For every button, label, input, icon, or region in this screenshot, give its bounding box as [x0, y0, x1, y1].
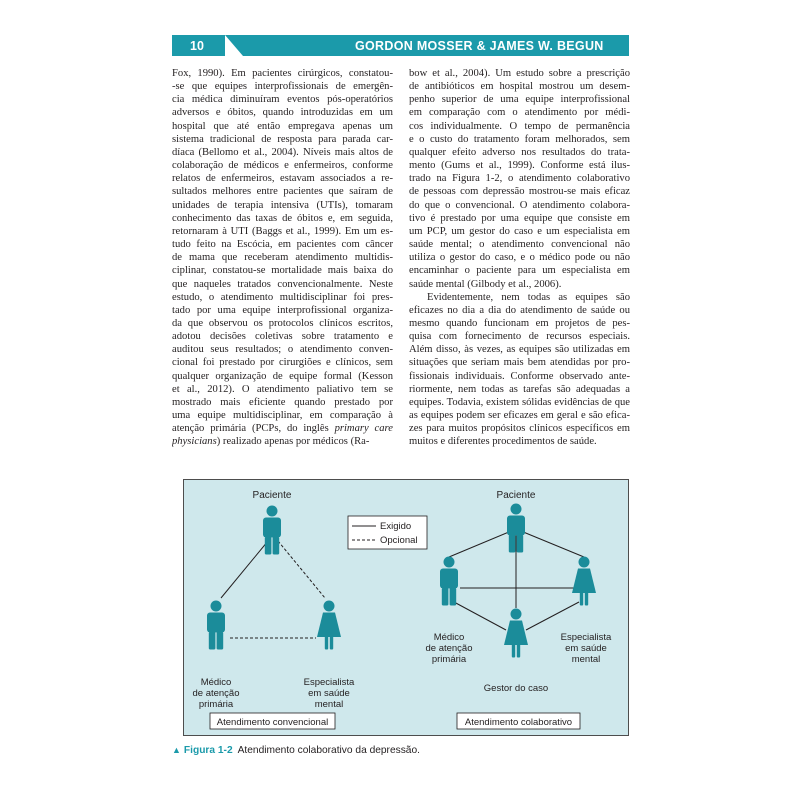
specialist-label-line: mental [571, 654, 601, 665]
body-text-line: adversos e óbitos, quando introduzidas em um [172, 107, 393, 119]
body-text-line: cos individualmente. O tempo de permanência [409, 120, 630, 132]
body-text-line: qualquer efeito adverso nos resultados do trata- [409, 146, 630, 158]
doctor-label-line: de atenção [425, 643, 473, 654]
body-text-line: fissionais individuais. Conforme observado ante- [409, 370, 630, 382]
body-text-line: e o custo do tratamento foram melhorados, sem [409, 133, 630, 145]
conventional-title: Atendimento convencional [216, 717, 329, 728]
body-text-line: saúde mental; o atendimento convencional não [409, 239, 630, 251]
required-link [454, 602, 506, 630]
legend [348, 516, 427, 549]
body-text-line: mento (Gums et al., 1999). Conforme está ilus- [409, 160, 630, 172]
body-text-line: auditou seus resultados; o atendimento conven- [172, 344, 393, 356]
body-text-line: trado na Figura 1-2, o atendimento colaborativo [409, 173, 630, 185]
body-text-line: muitos e diferentes procedimentos de saúde. [409, 436, 597, 448]
body-text-line: um PCP, um gestor do caso e um especialista em [409, 225, 630, 237]
body-text-line: tivo é prestado por uma equipe que consiste em [409, 212, 630, 224]
body-text-line: colaboração de médicos e enfermeiros, conforme [172, 160, 393, 172]
caption-marker-icon: ▲ [172, 745, 181, 755]
body-text-line: sultados melhores entre pacientes que saíram de [172, 186, 393, 198]
body-text-line: Além disso, às vezes, as equipes são utilizadas em [409, 344, 630, 356]
body-text-line: Evidentemente, nem todas as equipes são [427, 291, 630, 303]
body-text-line: relatos de enfermeiros, estavam associados a re- [172, 173, 393, 185]
body-text-line: do que o convencional. O atendimento colabora- [409, 199, 630, 211]
body-text-line: em comparação com o atendimento por médi- [409, 107, 630, 119]
body-text-line: encaminhar o paciente para um especialista em [409, 265, 630, 277]
body-text-line: tado por uma equipe interprofissional organiza- [172, 304, 393, 316]
body-text-line: saúde mental (Gilbody et al., 2006). [409, 278, 562, 290]
body-text-line: uma equipe multidisciplinar, em comparação à [172, 410, 393, 422]
patient-label: Paciente [496, 490, 536, 501]
required-link [516, 529, 584, 557]
case-manager-label: Gestor do caso [483, 683, 549, 694]
body-text-line: situações que seriam mais bem atendidas por pro- [409, 357, 630, 369]
body-text-line: Fox, 1990). Em pacientes cirúrgicos, constatou- [172, 68, 393, 79]
specialist-label-line: Especialista [303, 677, 355, 688]
patient-icon [263, 506, 281, 555]
body-text-line: díaca (Bellomo et al., 2004). Níveis mais altos de [172, 146, 393, 158]
specialist-label-line: em saúde [308, 688, 350, 699]
caption-text: Atendimento colaborativo da depressão. [237, 745, 420, 756]
body-text-line: cia médica diminuíram eventos pós-operatórios [172, 94, 393, 106]
specialist-label-line: em saúde [565, 643, 607, 654]
body-text-line: penho superior de uma equipe interprofissional [409, 94, 630, 106]
body-text-line: da que observou os protocolos clínicos escritos, [172, 317, 393, 329]
body-text-line: -se que equipes interprofissionais de emergên- [172, 81, 393, 93]
legend-required-label: Exigido [380, 521, 412, 532]
body-text-line: sistema tradicional de resposta para parada car- [172, 133, 393, 145]
doctor-label-line: Médico [433, 632, 465, 643]
body-text-line: bow et al., 2004). Um estudo sobre a prescrição [409, 68, 630, 79]
body-text-line: qualquer organização de equipe formal (Kesson [172, 370, 393, 382]
body-text-line: utiliza o gestor do caso, e o médico pode ou não [409, 252, 630, 264]
body-text-line: zes para muitos propósitos clínicos específicos em [409, 423, 630, 435]
figure-diagram [184, 480, 630, 737]
doctor-icon [207, 601, 225, 650]
page-number: 10 [190, 39, 204, 53]
body-text-line: as equipes podem ser eficazes em geral e são efica- [409, 410, 630, 422]
required-link [526, 602, 579, 630]
body-text-line: et al., 2012). O atendimento paliativo tem se [172, 383, 393, 395]
caption-label: Figura 1-2 [183, 745, 233, 756]
body-text-line: unidades de terapia intensiva (UTIs), tomaram [172, 199, 393, 211]
doctor-label-line: primária [198, 699, 234, 710]
running-head: GORDON MOSSER & JAMES W. BEGUN [355, 39, 604, 53]
body-text-line: cional foi prestado por cirurgiões e clínicos, sem [172, 357, 393, 369]
body-text-line: eficazes no dia a dia do atendimento de saúde ou [409, 304, 630, 316]
figure-box [183, 479, 629, 736]
collaborative-title: Atendimento colaborativo [464, 717, 573, 728]
body-column-right [409, 67, 630, 449]
body-text-line: estudo, o atendimento multidisciplinar foi pres- [172, 291, 393, 303]
specialist-label-line: Especialista [560, 632, 612, 643]
body-text-line: riormente, nem todas as tarefas são adequadas a [409, 383, 630, 395]
body-text-line: atenção primária (PCPs, do inglês primary care [172, 423, 393, 435]
doctor-label-line: primária [431, 654, 467, 665]
doctor-label-line: de atenção [192, 688, 240, 699]
doctor-icon [440, 557, 458, 606]
doctor-label-line: Médico [200, 677, 232, 688]
specialist-icon [572, 557, 596, 606]
required-link [449, 529, 516, 557]
body-text-line: mesmo quando funcionam em projetos de pes- [409, 317, 630, 329]
case-manager-icon [504, 609, 528, 658]
body-column-left [172, 67, 393, 449]
header-notch [225, 35, 243, 56]
body-text-line: ciplinar, constatou-se mortalidade mais baixa do [172, 265, 393, 277]
specialist-label-line: mental [314, 699, 344, 710]
specialist-icon [317, 601, 341, 650]
optional-link [278, 541, 325, 598]
body-text-line: tudo feito na Escócia, em pacientes com câncer [172, 239, 393, 251]
body-text-line: de pessoas com depressão mostrou-se mais eficaz [409, 186, 630, 198]
body-text-line: de antibióticos em hospital mostrou um desem- [409, 81, 630, 93]
figure-caption [172, 745, 420, 756]
body-text-line: adotou decisões coletivas sobre tratamento e [172, 331, 393, 343]
patient-label: Paciente [252, 490, 292, 501]
body-text-line: conhecimento das taxas de óbitos e, em seguida, [172, 212, 393, 224]
legend-optional-label: Opcional [380, 535, 418, 546]
body-text-line: mostrado mais eficiente quando prestado por [172, 396, 393, 408]
body-text-line: que naqueles tratados convencionalmente. Neste [172, 278, 393, 290]
body-text-line: hospital que até então empregava apenas um [172, 120, 393, 132]
body-text-line: quisa com fornecimento de recursos especiais. [409, 331, 630, 343]
conventional-network [207, 506, 341, 650]
body-text-line: retornaram à UTI (Baggs et al., 1999). Em um es- [172, 225, 393, 237]
body-text-line: de mama que receberam atendimento multidis- [172, 252, 393, 264]
body-text-line: physicians) realizado apenas por médicos (Ra- [172, 436, 370, 448]
body-text-line: equipes. Todavia, existem sólidas evidências de que [409, 396, 630, 408]
required-link [221, 541, 268, 598]
